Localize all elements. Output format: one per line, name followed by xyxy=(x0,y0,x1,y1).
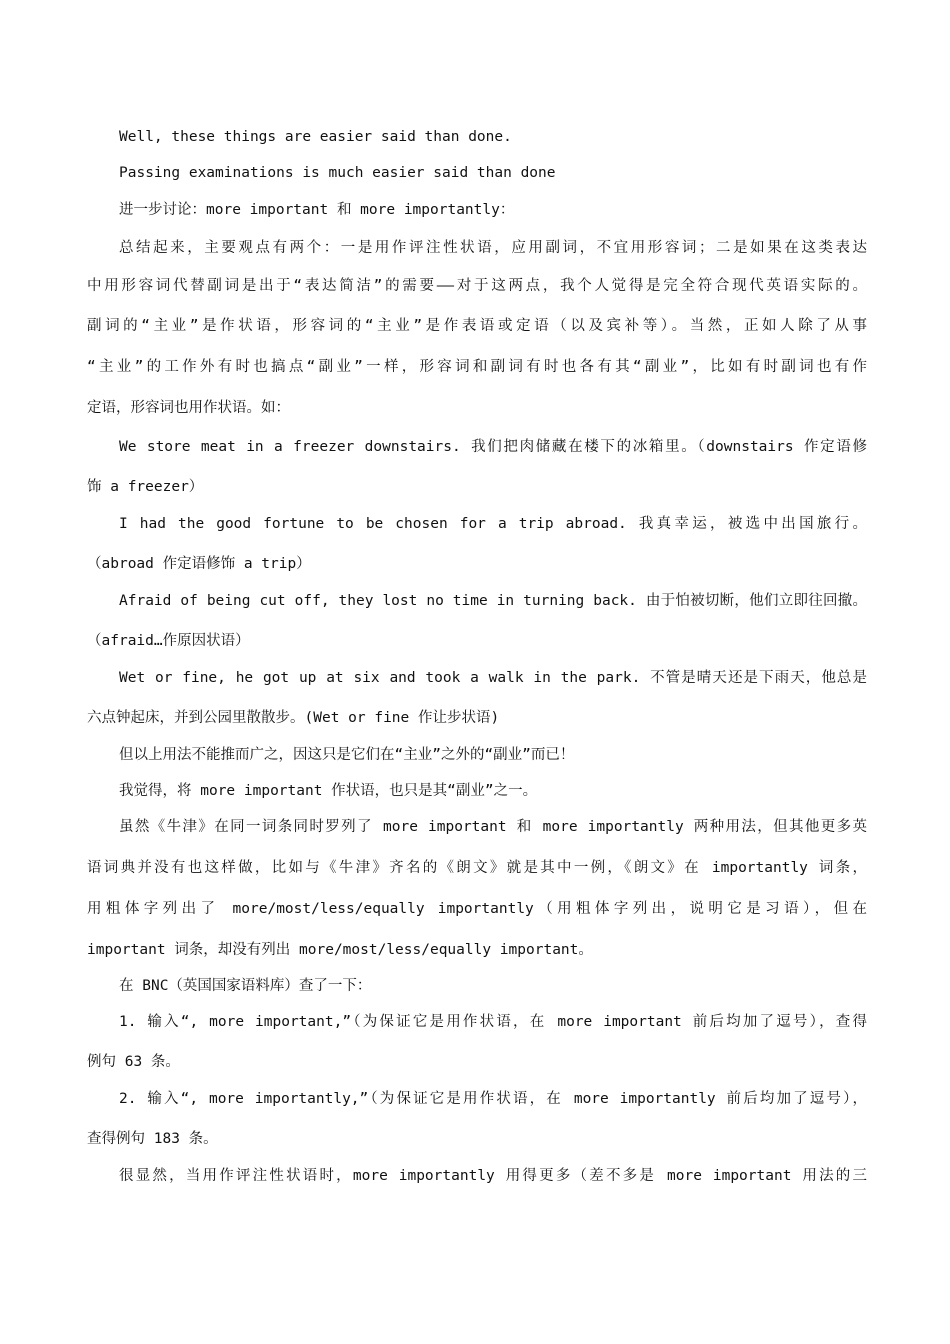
paragraph-line: 定语，形容词也用作状语。如： xyxy=(87,400,290,416)
example-line: Wet or fine, he got up at six and took a walk in the park. 不管是晴天还是下雨天，他总是 xyxy=(119,670,867,686)
example-sentence: Well, these things are easier said than done. xyxy=(119,129,512,145)
example-line: We store meat in a freezer downstairs. 我们把肉储藏在楼下的冰箱里。（downstairs 作定语修 xyxy=(119,439,867,455)
paragraph-line: 中用形容词代替副词是出于“表达简洁”的需要——对于这两点，我个人觉得是完全符合现代英语实际的。 xyxy=(87,278,867,294)
example-line: 饰 a freezer） xyxy=(87,479,204,495)
list-item-line: 1. 输入“, more important,”（为保证它是用作状语，在 more important 前后均加了逗号），查得 xyxy=(119,1014,867,1030)
paragraph-line: 我觉得，将 more important 作状语，也只是其“副业”之一。 xyxy=(119,783,538,799)
paragraph-line: 用粗体字列出了 more/most/less/equally importantly（用粗体字列出，说明它是习语），但在 xyxy=(87,901,867,917)
list-item-line: 查得例句 183 条。 xyxy=(87,1131,218,1147)
paragraph-line: important 词条，却没有列出 more/most/less/equally important。 xyxy=(87,942,593,958)
paragraph-line: 在 BNC（英国国家语料库）查了一下： xyxy=(119,978,372,994)
paragraph-line: 但以上用法不能推而广之，因这只是它们在“主业”之外的“副业”而已！ xyxy=(119,747,575,763)
section-heading: 进一步讨论：more important 和 more importantly： xyxy=(119,202,515,218)
paragraph-line: 很显然，当用作评注性状语时，more importantly 用得更多（差不多是 more important 用法的三 xyxy=(119,1168,867,1184)
paragraph-line: 副词的“主业”是作状语，形容词的“主业”是作表语或定语（以及宾补等）。当然，正如人除了从事 xyxy=(87,318,867,334)
paragraph-line: 总结起来，主要观点有两个：一是用作评注性状语，应用副词，不宜用形容词；二是如果在这类表达 xyxy=(119,240,867,256)
example-line: 六点钟起床，并到公园里散散步。(Wet or fine 作让步状语) xyxy=(87,710,500,726)
example-line: （abroad 作定语修饰 a trip） xyxy=(87,556,311,572)
example-line: I had the good fortune to be chosen for a trip abroad. 我真幸运，被选中出国旅行。 xyxy=(119,516,867,532)
example-line: （afraid…作原因状语） xyxy=(87,633,250,649)
paragraph-line: 语词典并没有也这样做，比如与《牛津》齐名的《朗文》就是其中一例，《朗文》在 importantly 词条， xyxy=(87,860,867,876)
example-line: Afraid of being cut off, they lost no time in turning back. 由于怕被切断，他们立即往回撤。 xyxy=(119,593,867,609)
example-sentence: Passing examinations is much easier said than done xyxy=(119,165,556,181)
paragraph-line: 虽然《牛津》在同一词条同时罗列了 more important 和 more importantly 两种用法，但其他更多英 xyxy=(119,819,867,835)
list-item-line: 2. 输入“, more importantly,”（为保证它是用作状语，在 more importantly 前后均加了逗号）， xyxy=(119,1091,867,1107)
paragraph-line: “主业”的工作外有时也搞点“副业”一样，形容词和副词有时也各有其“副业”，比如有时副词也有作 xyxy=(87,359,867,375)
list-item-line: 例句 63 条。 xyxy=(87,1054,180,1070)
